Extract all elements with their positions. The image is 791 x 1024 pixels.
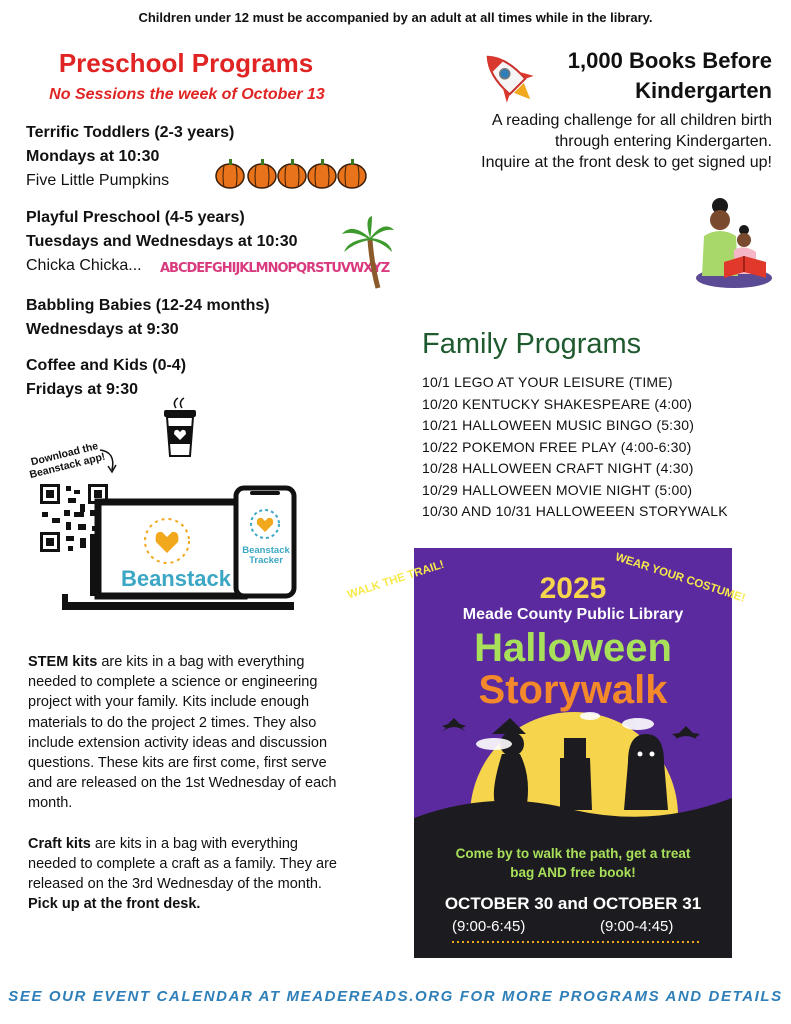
program-babbling-babies xyxy=(26,294,270,342)
wear-your-costume-label: WEAR YOUR COSTUME! xyxy=(613,551,747,605)
books-desc-line2: through entering Kindergarten. xyxy=(554,133,772,150)
family-program-item: 10/21 HALLOWEEN MUSIC BINGO (5:30) xyxy=(422,417,695,433)
craft-kits-text: are kits in a bag with everything needed to complete a craft as a family. They are released on the 3rd Wednesday of the month. xyxy=(28,835,337,893)
alphabet-text: ABCDEFGHIJKLMNOPQRSTUVWXYZ xyxy=(160,261,390,276)
books-description xyxy=(420,110,772,173)
program-name: Playful Preschool (4-5 years) xyxy=(26,209,245,226)
palm-tree-icon xyxy=(340,216,394,290)
halloween-storywalk-poster xyxy=(345,548,747,958)
beanstack-brand: Beanstack xyxy=(120,566,232,591)
pumpkins-icon xyxy=(214,156,370,190)
program-time: Wednesdays at 9:30 xyxy=(26,321,179,338)
craft-kits-paragraph xyxy=(28,834,350,895)
poster-halloween: Halloween xyxy=(474,626,672,670)
craft-kits-label: Craft kits xyxy=(28,835,91,852)
family-program-item: 10/22 POKEMON FREE PLAY (4:00-6:30) xyxy=(422,438,692,455)
family-program-item: 10/20 KENTUCKY SHAKESPEARE (4:00) xyxy=(422,395,693,412)
program-name: Coffee and Kids (0-4) xyxy=(26,357,187,374)
program-time: Tuesdays and Wednesdays at 10:30 xyxy=(26,233,298,250)
stem-kits-text: are kits in a bag with everything needed to complete a science or engineering project with your family. Kits include enough materials to do the project 2 times. They also include extension activity ideas and discussion questions. These kits are first come, first serve and are released on the 1st Wednesday of each month. xyxy=(28,654,337,812)
poster-year: 2025 xyxy=(539,572,607,605)
program-name: Terrific Toddlers (2-3 years) xyxy=(26,124,235,141)
family-programs-title: Family Programs xyxy=(422,328,642,360)
books-title xyxy=(440,46,772,106)
stem-kits-label: STEM kits xyxy=(28,654,98,670)
pickup-note: Pick up at the front desk. xyxy=(28,896,201,913)
preschool-title: Preschool Programs xyxy=(58,48,314,78)
walk-the-trail-label: WALK THE TRAIL! xyxy=(345,558,446,602)
poster-storywalk: Storywalk xyxy=(478,668,668,712)
poster-library-name: Meade County Public Library xyxy=(462,606,684,623)
family-program-item: 10/1 LEGO AT YOUR LEISURE (TIME) xyxy=(422,374,673,390)
books-title-line2: Kindergarten xyxy=(635,78,772,103)
tracker-line1: Beanstack xyxy=(242,545,290,556)
arrow-icon xyxy=(94,446,124,476)
event-calendar-footer: SEE OUR EVENT CALENDAR AT MEADEREADS.ORG FOR MORE PROGRAMS AND DETAILS xyxy=(8,988,783,1005)
poster-time-oct31: (9:00-4:45) xyxy=(600,918,674,935)
family-program-item: 10/30 AND 10/31 HALLOWEEEN STORYWALK xyxy=(422,503,728,519)
poster-come-line2: bag AND free book! xyxy=(510,865,636,880)
beanstack-tracker-label xyxy=(238,546,294,566)
books-title-line1: 1,000 Books Before xyxy=(567,48,772,73)
poster-come-line1: Come by to walk the path, get a treat xyxy=(455,846,691,861)
program-name: Babbling Babies (12-24 months) xyxy=(26,297,270,314)
family-program-item: 10/29 HALLOWEEN MOVIE NIGHT (5:00) xyxy=(422,481,693,498)
program-activity: Five Little Pumpkins xyxy=(26,172,170,189)
kits-description xyxy=(28,652,350,914)
program-terrific-toddlers xyxy=(26,121,234,193)
program-time: Fridays at 9:30 xyxy=(26,381,139,398)
tracker-line2: Tracker xyxy=(249,555,283,566)
alphabet-art xyxy=(158,246,390,286)
coffee-cup-icon xyxy=(160,394,200,460)
adult-notice: Children under 12 must be accompanied by an adult at all times while in the library. xyxy=(138,10,653,25)
poster-time-oct30: (9:00-6:45) xyxy=(452,918,526,935)
program-time: Mondays at 10:30 xyxy=(26,148,160,165)
family-programs-list xyxy=(422,372,728,523)
mother-reading-icon xyxy=(694,196,774,288)
program-activity: Chicka Chicka... xyxy=(26,257,142,274)
books-desc-line3: Inquire at the front desk to get signed up! xyxy=(481,154,772,171)
beanstack-download-label: Download the Beanstack app! xyxy=(28,440,107,482)
stem-kits-paragraph xyxy=(28,652,350,814)
poster-dates: OCTOBER 30 and OCTOBER 31 xyxy=(444,894,702,913)
poster-come-by xyxy=(414,844,732,882)
family-program-item: 10/28 HALLOWEEN CRAFT NIGHT (4:30) xyxy=(422,460,694,476)
preschool-subtitle: No Sessions the week of October 13 xyxy=(49,86,325,103)
books-desc-line1: A reading challenge for all children birth xyxy=(491,112,772,129)
